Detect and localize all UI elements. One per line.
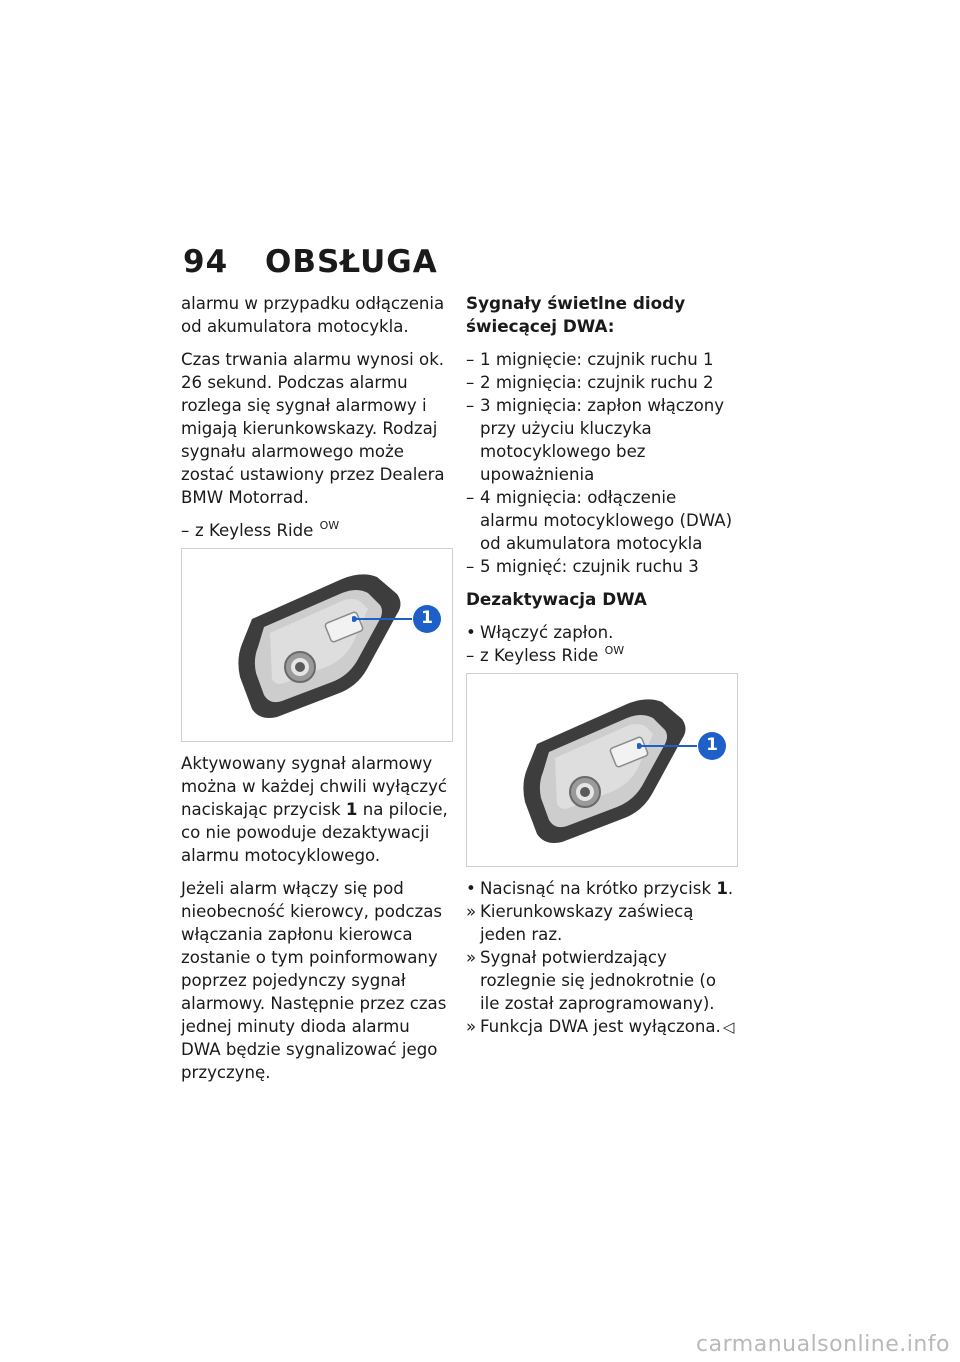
signal-item <box>466 371 738 394</box>
dash-marker: – <box>466 557 475 576</box>
signal-text: 2 mignięcia: czujnik ruchu 2 <box>480 373 714 392</box>
result-item <box>466 1015 738 1039</box>
keyless-label: z Keyless Ride <box>195 521 314 540</box>
signal-item <box>466 348 738 371</box>
signal-text: 3 mignięcia: zapłon włączony przy użyciu kluczyka motocyklowego bez upoważnienia <box>480 396 725 484</box>
result-marker: » <box>466 948 477 967</box>
callout-number: 1 <box>421 608 433 628</box>
keyless-ride-condition <box>466 644 738 669</box>
result-text: Funkcja DWA jest wyłączona. <box>480 1017 721 1036</box>
dash-marker: – <box>466 373 475 392</box>
left-column <box>181 292 453 1094</box>
punctuation: . <box>727 879 734 898</box>
bullet-marker: • <box>466 879 476 898</box>
button-reference: 1 <box>345 800 358 819</box>
key-fob-illustration <box>467 674 737 866</box>
result-marker: » <box>466 1017 477 1036</box>
signal-item <box>466 486 738 555</box>
result-item <box>466 946 738 1015</box>
page-number: 94 <box>183 244 229 280</box>
dash-marker: – <box>466 350 475 369</box>
result-text: Kierunkowskazy zaświecą jeden raz. <box>480 902 694 944</box>
right-column <box>466 292 738 1039</box>
dash-marker: – <box>466 396 475 415</box>
section-title: OBSŁUGA <box>265 244 438 280</box>
keyless-label: z Keyless Ride <box>480 646 599 665</box>
option-superscript: OW <box>604 644 625 657</box>
signal-item <box>466 394 738 486</box>
callout-number: 1 <box>706 735 718 755</box>
key-fob-figure <box>181 548 453 742</box>
option-superscript: OW <box>319 519 340 532</box>
signal-text: 4 mignięcia: odłączenie alarmu motocyklowego (DWA) od akumulatora motocykla <box>480 488 733 553</box>
key-fob-illustration <box>182 549 452 741</box>
text-span: Aktywowany sygnał alarmowy można w każdej chwili wyłączyć naciskając przycisk <box>181 754 448 819</box>
signal-list <box>466 348 738 578</box>
heading-deactivation: Dezaktywacja DWA <box>466 589 647 609</box>
dash-marker: – <box>181 521 190 540</box>
signal-item <box>466 555 738 578</box>
step-item <box>466 877 738 900</box>
end-of-section-icon: ◁ <box>722 1018 735 1036</box>
keyless-ride-condition <box>181 519 453 544</box>
key-fob-figure <box>466 673 738 867</box>
paragraph: alarmu w przypadku odłączenia od akumulatora motocykla. <box>181 294 445 336</box>
dash-marker: – <box>466 646 475 665</box>
bullet-marker: • <box>466 623 476 642</box>
step-text: Włączyć zapłon. <box>480 623 614 642</box>
dash-marker: – <box>466 488 475 507</box>
signal-text: 5 mignięć: czujnik ruchu 3 <box>480 557 699 576</box>
paragraph: Czas trwania alarmu wynosi ok. 26 sekund. Podczas alarmu rozlega się sygnał alarmowy i migają kierunkowskazy. Rodzaj sygnału alarmowego może zostać ustawiony przez Dealera BMW Motorrad. <box>181 350 445 507</box>
button-reference: 1 <box>716 879 728 898</box>
step-text: Nacisnąć na krótko przycisk <box>480 879 712 898</box>
result-marker: » <box>466 902 477 921</box>
heading-signals: Sygnały świetlne diody świecącej DWA: <box>466 293 686 336</box>
text-span: na pilocie, co nie powoduje dezaktywacji alarmu motocyklowego. <box>181 800 448 865</box>
paragraph: Jeżeli alarm włączy się pod nieobecność kierowcy, podczas włączania zapłonu kierowca zostanie o tym poinformowany poprzez pojedynczy sygnał alarmowy. Następnie przez czas jednej minuty dioda alarmu DWA będzie sygnalizować jego przyczynę. <box>181 879 447 1082</box>
result-item <box>466 900 738 946</box>
page-header <box>183 244 438 280</box>
paragraph <box>181 752 453 867</box>
watermark: carmanualsonline.info <box>696 1332 950 1357</box>
result-text: Sygnał potwierdzający rozlegnie się jednokrotnie (o ile został zaprogramowany). <box>480 948 717 1013</box>
step-item <box>466 621 738 644</box>
signal-text: 1 mignięcie: czujnik ruchu 1 <box>480 350 714 369</box>
